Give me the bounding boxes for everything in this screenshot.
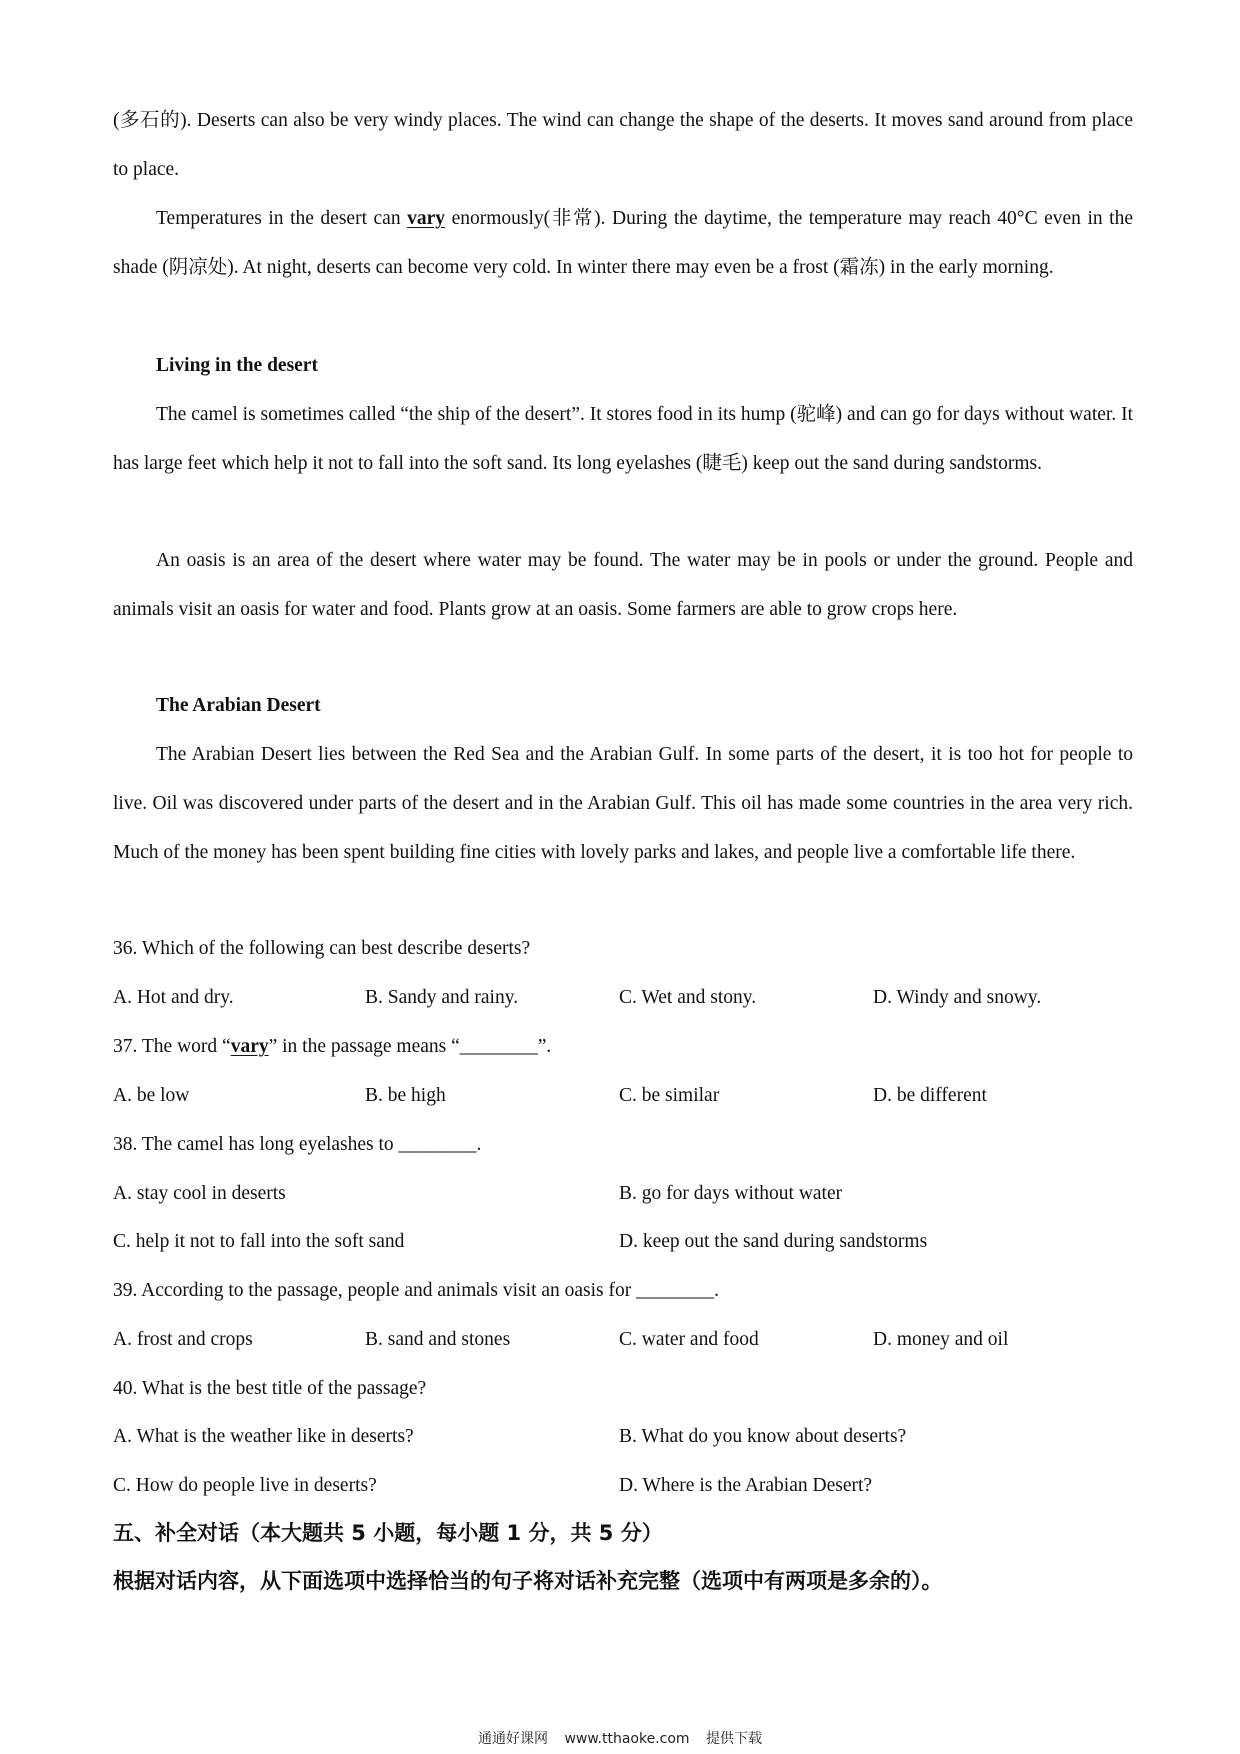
question-36-option-c: C. Wet and stony. — [619, 987, 757, 1008]
question-38-stem: 38. The camel has long eyelashes to ________. — [113, 1134, 482, 1155]
question-37-option-b: B. be high — [365, 1085, 446, 1106]
paragraph-4: An oasis is an area of the desert where water may be found. The water may be in pools or under the ground. People and animals visit an oasis for water and food. Plants grow at an oasis. Some farmers are able to grow crops here. — [113, 550, 1133, 620]
question-39-option-c: C. water and food — [619, 1329, 759, 1350]
question-38-option-b: B. go for days without water — [619, 1183, 843, 1204]
question-40-option-c: C. How do people live in deserts? — [113, 1475, 377, 1496]
section-5-title: 五、补全对话（本大题共 5 小题，每小题 1 分，共 5 分） — [113, 1521, 663, 1545]
question-40-option-b: B. What do you know about deserts? — [619, 1426, 907, 1447]
paragraph-2-vary-word: vary — [407, 208, 446, 229]
question-38-option-a: A. stay cool in deserts — [113, 1183, 286, 1204]
question-36-stem: 36. Which of the following can best describe deserts? — [113, 938, 531, 959]
question-36-option-b: B. Sandy and rainy. — [365, 987, 519, 1008]
footer-url[interactable]: www.tthaoke.com — [564, 1731, 690, 1747]
section-5-instruction: 根据对话内容，从下面选项中选择恰当的句子将对话补充完整（选项中有两项是多余的）。 — [113, 1569, 943, 1593]
question-39-stem: 39. According to the passage, people and animals visit an oasis for ________. — [113, 1280, 720, 1301]
paragraph-3: The camel is sometimes called “the ship of the desert”. It stores food in its hump (驼峰) and can go for days without water. It has large feet which help it not to fall into the soft sand. Its long eyelashes (睫毛) keep out the sand during sandstorms. — [113, 404, 1133, 474]
question-38-option-d: D. keep out the sand during sandstorms — [619, 1231, 928, 1252]
footer-note: 提供下载 — [706, 1731, 762, 1747]
question-36-option-d: D. Windy and snowy. — [873, 987, 1042, 1008]
question-39-option-a: A. frost and crops — [113, 1329, 253, 1350]
question-38-option-c: C. help it not to fall into the soft sand — [113, 1231, 405, 1252]
question-37-option-c: C. be similar — [619, 1085, 720, 1106]
question-37-stem — [113, 1033, 551, 1061]
paragraph-2-after: enormously(非常). During the daytime, the temperature may reach 40°C even in the shade (阴凉处). At night, deserts can become very cold. In winter there may even be a frost (霜冻) in the early morning. — [113, 208, 1133, 278]
paragraph-1: (多石的). Deserts can also be very windy places. The wind can change the shape of the deserts. It moves sand around from place to place. — [113, 110, 1133, 180]
question-37-option-a: A. be low — [113, 1085, 190, 1106]
question-37-option-d: D. be different — [873, 1085, 987, 1106]
paragraph-5: The Arabian Desert lies between the Red Sea and the Arabian Gulf. In some parts of the desert, it is too hot for people to live. Oil was discovered under parts of the desert and in the Arabian Gulf. This oil has made some countries in the area very rich. Much of the money has been spent building fine cities with lovely parks and lakes, and people live a comfortable life there. — [113, 744, 1133, 863]
question-37-stem-after: ” in the passage means “________”. — [268, 1036, 552, 1057]
question-39-option-d: D. money and oil — [873, 1329, 1009, 1350]
question-39-option-b: B. sand and stones — [365, 1329, 511, 1350]
question-40-option-a: A. What is the weather like in deserts? — [113, 1426, 414, 1447]
question-40-option-d: D. Where is the Arabian Desert? — [619, 1475, 873, 1496]
question-37-stem-before: 37. The word “ — [113, 1036, 231, 1057]
question-40-stem: 40. What is the best title of the passage? — [113, 1378, 427, 1399]
question-37-vary-word: vary — [230, 1036, 269, 1057]
heading-arabian-desert: The Arabian Desert — [156, 695, 321, 716]
heading-living-in-desert: Living in the desert — [156, 355, 318, 376]
question-36-option-a: A. Hot and dry. — [113, 987, 234, 1008]
page-footer — [0, 1728, 1240, 1748]
paragraph-2 — [113, 194, 1133, 292]
footer-site-name: 通通好课网 — [478, 1731, 548, 1747]
paragraph-2-before: Temperatures in the desert can — [156, 208, 408, 229]
